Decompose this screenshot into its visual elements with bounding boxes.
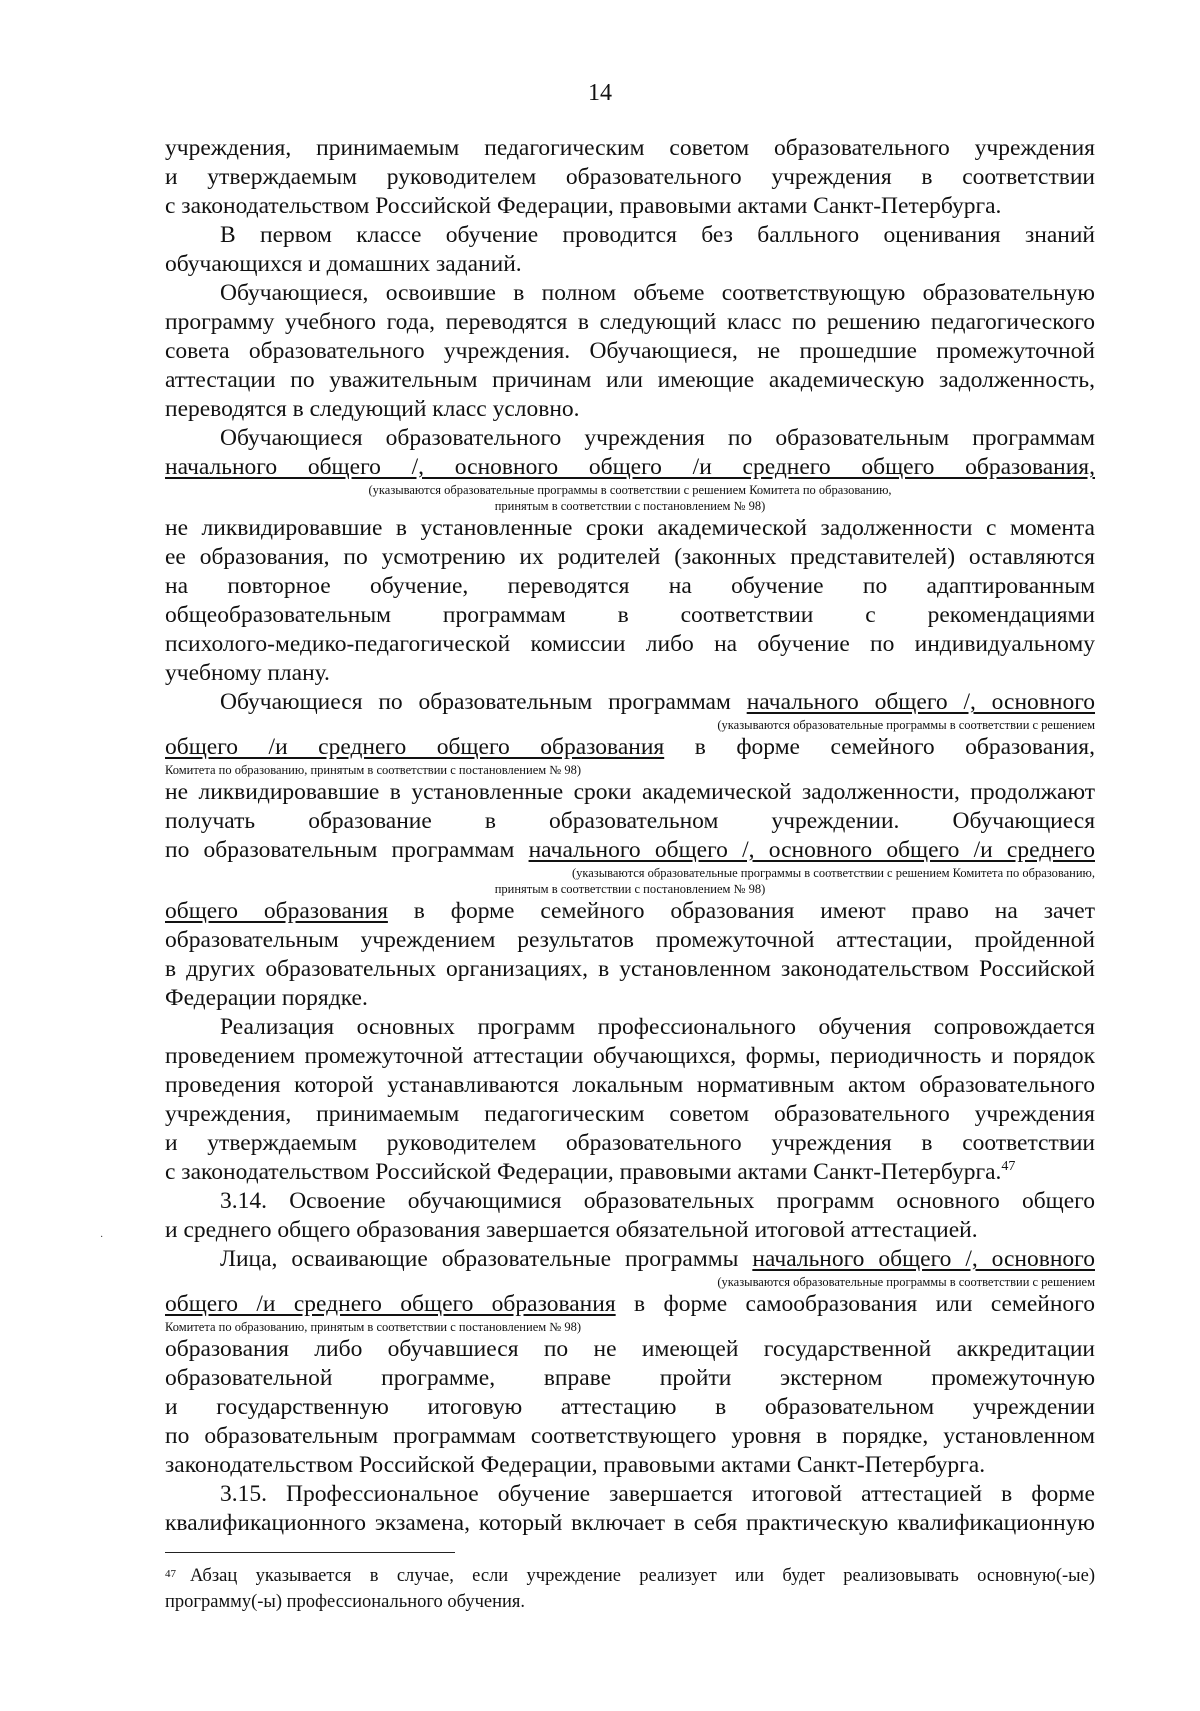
underlined-span: общего образования [165,898,388,924]
text-line: Федерации порядке. [165,985,368,1011]
text-line: и государственную итоговую аттестацию в образовательном учреждении [165,1394,1095,1420]
text-line: проведения которой устанавливаются локальным нормативным актом образовательного [165,1072,1095,1098]
annotation-note: (указываются образовательные программы в соответствии с решением [717,718,1095,732]
text-line [165,836,1095,865]
text-line: на повторное обучение, переводятся на обучение по адаптированным [165,573,1095,599]
page-number: 14 [588,80,612,106]
text-line: и утверждаемым руководителем образовательного учреждения в соответствии [165,164,1095,190]
text-line [165,897,1095,926]
text-line: переводятся в следующий класс условно. [165,396,580,422]
text-line: по образовательным программам соответствующего уровня в порядке, установленном [165,1423,1095,1449]
footnote-number: 47 [165,1568,176,1580]
text-line: психолого-медико-педагогической комиссии либо на обучение по индивидуальному [165,631,1095,657]
text-span: в форме семейного образования имеют право на зачет [387,898,1095,924]
text-line: и утверждаемым руководителем образовательного учреждения в соответствии [165,1130,1095,1156]
underlined-span: общего /и среднего общего образования [165,734,665,760]
text-line [165,688,1095,717]
text-line: совета образовательного учреждения. Обучающиеся, не прошедшие промежуточной [165,338,1095,364]
text-line [165,1158,1095,1187]
text-line: образования либо обучавшиеся по не имеющей государственной аккредитации [165,1336,1095,1362]
footnote-divider [165,1552,455,1553]
text-span: в форме семейного образования, [664,734,1095,760]
text-line: учебному плану. [165,660,330,686]
text-line: обучающихся и домашних заданий. [165,251,522,277]
text-line: образовательной программе, вправе пройти экстерном промежуточную [165,1365,1095,1391]
text-line: с законодательством Российской Федерации, правовыми актами Санкт-Петербурга. [165,193,1002,219]
text-line: ее образования, по усмотрению их родителей (законных представителей) оставляются [165,544,1095,570]
text-span: в форме самообразования или семейного [615,1291,1095,1317]
text-line: квалификационного экзамена, который включает в себя практическую квалификационную [165,1510,1095,1536]
annotation-note: принятым в соответствии с постановлением № 98) [494,499,766,513]
annotation-note: Комитета по образованию, принятым в соответствии с постановлением № 98) [165,1320,581,1334]
text-span: по образовательным программам [165,837,529,863]
text-line: образовательным учреждением результатов промежуточной аттестации, пройденной [165,927,1095,953]
text-line [165,1245,1095,1274]
scan-dot: · [100,1232,104,1243]
annotation-note: Комитета по образованию, принятым в соответствии с постановлением № 98) [165,763,581,777]
text-line: Обучающиеся образовательного учреждения по образовательным программам [220,425,1095,451]
annotation-note: принятым в соответствии с постановлением № 98) [494,882,766,896]
footnote-text: Абзац указывается в случае, если учреждение реализует или будет реализовывать основную(-ые) [190,1566,1095,1586]
text-line: законодательством Российской Федерации, правовыми актами Санкт-Петербурга. [165,1452,986,1478]
underlined-span: общего /и среднего общего образования [165,1291,616,1317]
document-body [165,134,1095,1538]
text-line: 3.15. Профессиональное обучение завершается итоговой аттестацией в форме [220,1481,1095,1507]
text-line: общеобразовательным программам в соответствии с рекомендациями [165,602,1095,628]
text-line-underlined: начального общего /, основного общего /и среднего общего образования, [165,454,1095,480]
text-line: не ликвидировавшие в установленные сроки академической задолженности, продолжают [165,779,1095,805]
footnote-reference: 47 [1001,1159,1016,1175]
footnote [165,1563,1095,1615]
text-line [165,1290,1095,1319]
text-line: и среднего общего образования завершается обязательной итоговой аттестацией. [165,1217,978,1243]
text-span: Обучающиеся по образовательным программам [220,689,747,715]
annotation-note: (указываются образовательные программы в соответствии с решением [717,1275,1095,1289]
text-line: проведением промежуточной аттестации обучающихся, формы, периодичность и порядок [165,1043,1095,1069]
text-line: не ликвидировавшие в установленные сроки академической задолженности с момента [165,515,1095,541]
text-line: В первом классе обучение проводится без балльного оценивания знаний [220,222,1095,248]
annotation-note: (указываются образовательные программы в соответствии с решением Комитета по образованию, [368,483,892,497]
text-line: Обучающиеся, освоившие в полном объеме соответствующую образовательную [220,280,1095,306]
text-line: программу учебного года, переводятся в следующий класс по решению педагогического [165,309,1095,335]
annotation-note: (указываются образовательные программы в соответствии с решением Комитета по образованию, [571,866,1095,880]
underlined-span: начального общего /, основного [752,1246,1095,1272]
text-line: 3.14. Освоение обучающимися образовательных программ основного общего [220,1188,1095,1214]
text-span: с законодательством Российской Федерации, правовыми актами Санкт-Петербурга. [165,1159,1002,1185]
text-line [165,733,1095,762]
text-line: учреждения, принимаемым педагогическим советом образовательного учреждения [165,135,1095,161]
footnote-line: программу(-ы) профессионального обучения. [165,1592,526,1612]
underlined-span: начального общего /, основного общего /и среднего [528,837,1095,863]
text-line: учреждения, принимаемым педагогическим советом образовательного учреждения [165,1101,1095,1127]
text-line: получать образование в образовательном учреждении. Обучающиеся [165,808,1095,834]
text-line: аттестации по уважительным причинам или имеющие академическую задолженность, [165,367,1095,393]
text-line: в других образовательных организациях, в установленном законодательством Российской [165,956,1095,982]
text-span: Лица, осваивающие образовательные программы [220,1246,753,1272]
footnote-line [165,1563,1095,1589]
underlined-span: начального общего /, основного [746,689,1096,715]
text-line: Реализация основных программ профессионального обучения сопровождается [220,1014,1095,1040]
